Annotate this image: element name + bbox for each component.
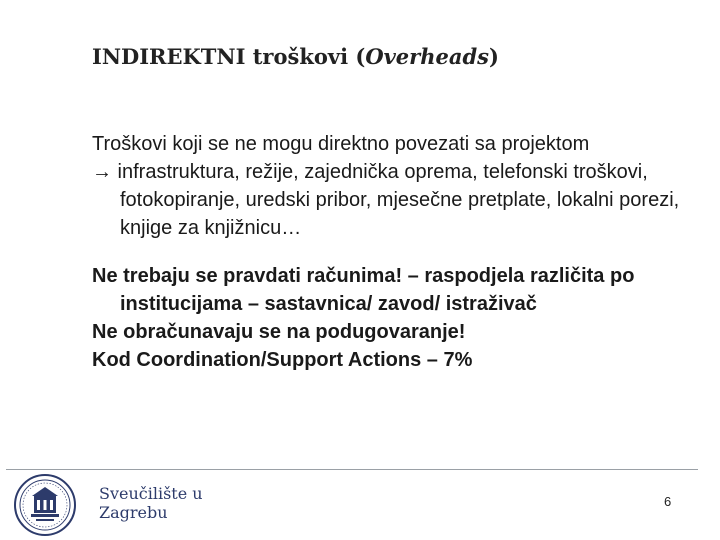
slide-title [92,44,499,69]
university-seal-icon [14,474,76,536]
logo-line-1: Sveučilište u [99,484,203,503]
footer-divider [6,469,698,470]
body-bold-csa: Kod Coordination/Support Actions – 7% [92,349,473,371]
slide-body [92,130,712,374]
logo-line-2: Zagrebu [99,503,168,522]
title-close: ) [488,44,499,69]
title-main: INDIREKTNI troškovi ( [92,44,366,69]
body-line-definition: Troškovi koji se ne mogu direktno povezati sa projektom [92,133,590,155]
page-number: 6 [664,494,672,509]
body-bold-subcontracting: Ne obračunavaju se na podugovaranje! [92,321,466,343]
paragraph-gap [92,242,712,262]
university-logo-text [99,484,203,522]
title-italic: Overheads [365,44,489,69]
body-line-examples: → infrastruktura, režije, zajednička oprema, telefonski troškovi, fotokopiranje, uredski pribor, mjesečne pretplate, lokalni porezi, knjige za knjižnicu… [92,161,680,239]
body-bold-receipts: Ne trebaju se pravdati računima! – raspodjela različita po institucijama – sastavnica/ zavod/ istraživač [92,265,635,315]
